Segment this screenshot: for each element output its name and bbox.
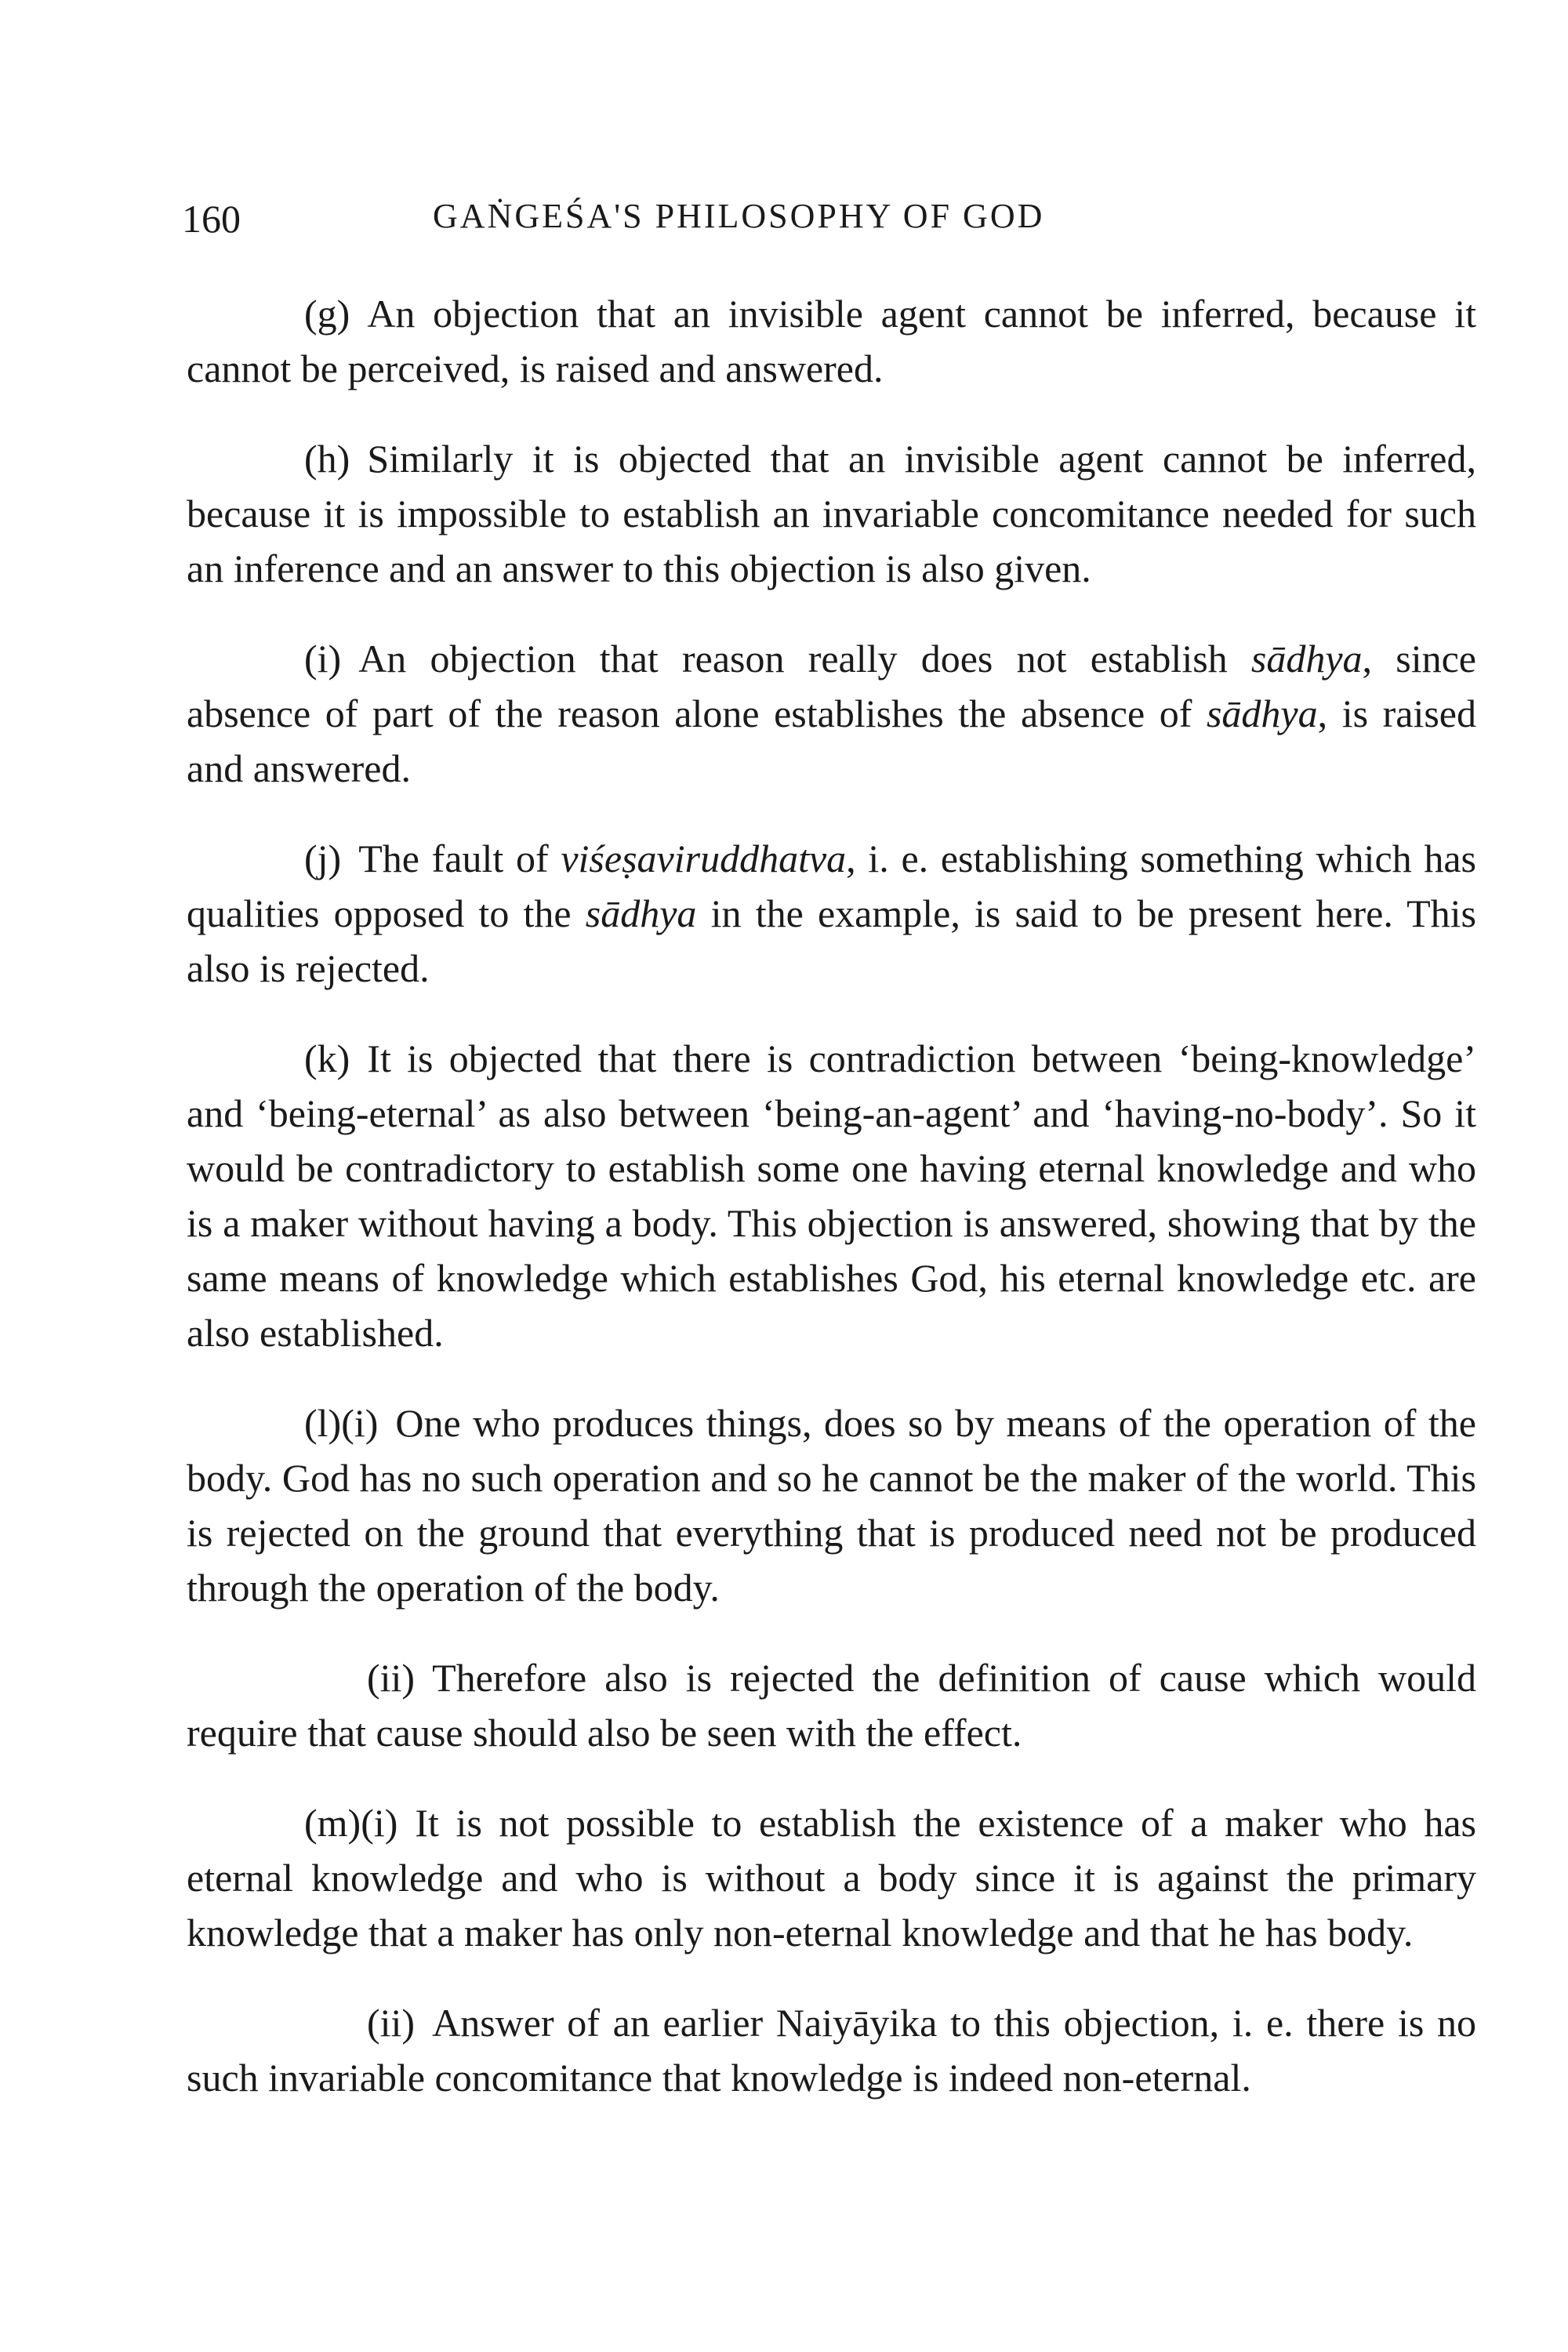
paragraph-label: (ii) <box>367 2001 416 2045</box>
paragraph-text: Therefore also is rejected the definition of cause which would require that cause should also be seen with the effect. <box>187 1656 1476 1755</box>
paragraph-j <box>187 831 1476 996</box>
italic-term: sādhya <box>585 891 697 935</box>
paragraph-m-ii <box>187 1995 1476 2105</box>
paragraph-text: An objection that an invisible agent cannot be inferred, because it cannot be perceived, is raised and answered. <box>187 292 1476 390</box>
paragraph-text: It is objected that there is contradiction between ‘being-knowledge’ and ‘being-eternal’ as also between ‘being-an-agent’ and ‘having-no-body’. So it would be contradictory to establish some one having eternal knowledge and who is a maker without having a body. This objection is answered, showing that by the same means of knowledge which establishes God, his eternal knowledge etc. are also established. <box>187 1036 1476 1355</box>
paragraph-label: (k) <box>304 1036 350 1080</box>
paragraph-m-i <box>187 1795 1476 1960</box>
paragraph-label: (m)(i) <box>304 1801 398 1845</box>
paragraph-i <box>187 631 1476 796</box>
paragraph-label: (g) <box>304 292 350 336</box>
paragraph-text: It is not possible to establish the existence of a maker who has eternal knowledge and who is without a body since it is against the primary knowledge that a maker has only non-eternal knowledge and that he has body. <box>187 1801 1476 1955</box>
page-number: 160 <box>182 197 241 241</box>
running-title: GAṄGEŚA'S PHILOSOPHY OF GOD <box>433 197 1045 235</box>
page-header <box>182 196 1475 259</box>
paragraph-text: , i. e. establishing something which has qualities opposed to the <box>187 837 1476 935</box>
paragraph-text: , is raised and answered. <box>187 691 1476 790</box>
paragraph-text: in the example, is said to be present here. This also is rejected. <box>187 891 1476 990</box>
paragraph-text: An objection that reason really does not establish <box>358 637 1251 681</box>
paragraph-l-i <box>187 1396 1476 1615</box>
paragraph-l-ii <box>187 1650 1476 1760</box>
paragraph-text: Similarly it is objected that an invisible agent cannot be inferred, because it is impossible to establish an invariable concomitance needed for such an inference and an answer to this objection is also given. <box>187 437 1476 590</box>
paragraph-text: One who produces things, does so by means of the operation of the body. God has no such operation and so he cannot be the maker of the world. This is rejected on the ground that everything that is produced need not be produced through the operation of the body. <box>187 1401 1476 1610</box>
paragraph-text: The fault of <box>358 837 561 880</box>
italic-term: viśeṣaviruddhatva <box>561 837 847 880</box>
paragraph-g <box>187 286 1476 396</box>
paragraph-label: (j) <box>304 837 342 880</box>
paragraph-k <box>187 1031 1476 1360</box>
paragraph-label: (l)(i) <box>304 1401 379 1445</box>
paragraph-h <box>187 431 1476 596</box>
italic-term: sādhya <box>1250 637 1363 681</box>
paragraph-label: (ii) <box>367 1656 416 1700</box>
paragraph-label: (i) <box>304 637 342 681</box>
paragraph-text: Answer of an earlier Naiyāyika to this objection, i. e. there is no such invariable concomitance that knowledge is indeed non-eternal. <box>187 2001 1476 2100</box>
italic-term: sādhya <box>1206 691 1318 735</box>
paragraph-text: , since absence of part of the reason alone establishes the absence of <box>187 637 1476 735</box>
page-body <box>187 286 1476 2140</box>
paragraph-label: (h) <box>304 437 350 481</box>
